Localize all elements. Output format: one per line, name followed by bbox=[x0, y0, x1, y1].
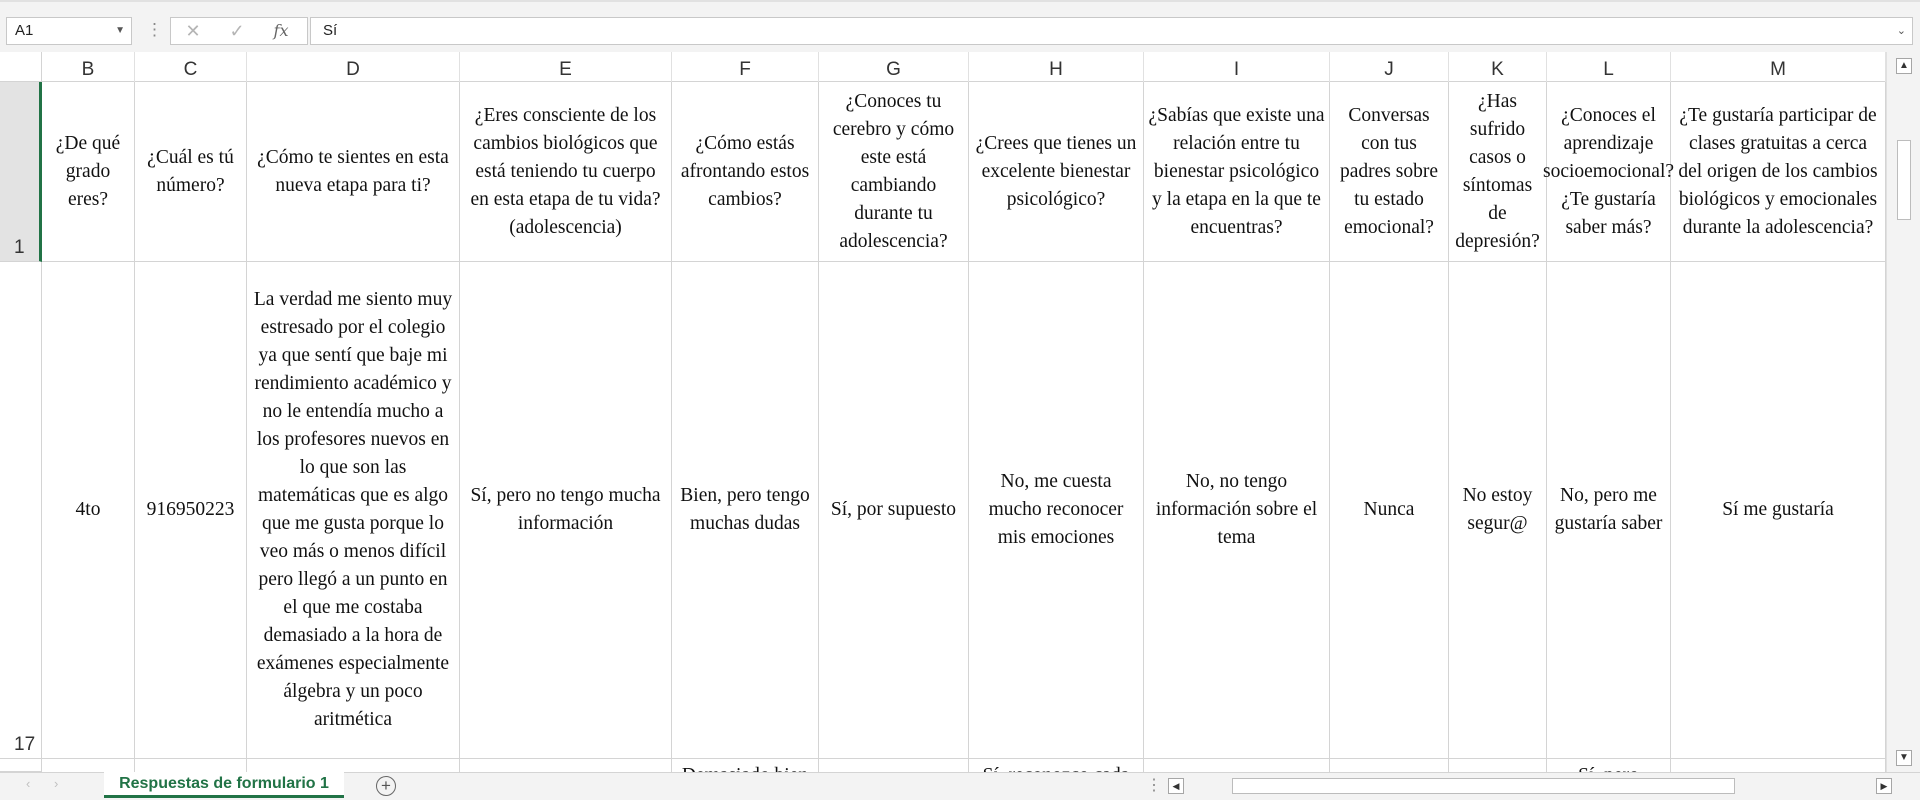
row-header-1[interactable] bbox=[0, 82, 42, 262]
cell-f17[interactable]: Bien, pero tengo muchas dudas bbox=[672, 262, 819, 759]
column-header-e[interactable]: E bbox=[460, 52, 672, 82]
cell-j1[interactable]: Conversas con tus padres sobre tu estado emocional? bbox=[1330, 82, 1449, 262]
cell-h17[interactable]: No, me cuesta mucho reconocer mis emociones bbox=[969, 262, 1144, 759]
tab-split-handle-icon[interactable]: ⋮ bbox=[1146, 777, 1162, 794]
select-all-corner[interactable] bbox=[0, 52, 42, 82]
prev-sheet-icon[interactable]: ‹ bbox=[26, 776, 31, 791]
cell-i17[interactable]: No, no tengo información sobre el tema bbox=[1144, 262, 1330, 759]
formula-bar-options-icon[interactable]: ⋮ bbox=[146, 20, 163, 39]
formula-actions bbox=[170, 17, 308, 45]
scroll-left-icon[interactable]: ◀ bbox=[1168, 778, 1184, 794]
column-header-l[interactable]: L bbox=[1547, 52, 1671, 82]
cell-l1[interactable]: ¿Conoces el aprendizaje socioemocional? ¿Te gustaría saber más? bbox=[1547, 82, 1671, 262]
sheet-tab-bar bbox=[0, 772, 1920, 800]
row-number: 1 bbox=[14, 237, 25, 258]
horizontal-scrollbar[interactable] bbox=[1166, 776, 1886, 796]
next-sheet-icon[interactable]: › bbox=[54, 776, 59, 791]
cell-d1[interactable]: ¿Cómo te sientes en esta nueva etapa para ti? bbox=[247, 82, 460, 262]
cell-m1[interactable]: ¿Te gustaría participar de clases gratuitas a cerca del origen de los cambios biológicos y emocionales durante la adolescencia? bbox=[1671, 82, 1886, 262]
vertical-scroll-thumb[interactable] bbox=[1897, 140, 1911, 220]
cell-c17[interactable]: 916950223 bbox=[135, 262, 247, 759]
cell-c1[interactable]: ¿Cuál es tú número? bbox=[135, 82, 247, 262]
column-header-f[interactable]: F bbox=[672, 52, 819, 82]
row-headers bbox=[0, 82, 42, 772]
cell-k17[interactable]: No estoy segur@ bbox=[1449, 262, 1547, 759]
scroll-down-icon[interactable]: ▼ bbox=[1896, 750, 1912, 766]
column-header-i[interactable]: I bbox=[1144, 52, 1330, 82]
cell-b1[interactable]: ¿De qué grado eres? bbox=[42, 82, 135, 262]
insert-function-icon[interactable]: fx bbox=[273, 21, 289, 40]
cell-f1[interactable]: ¿Cómo estás afrontando estos cambios? bbox=[672, 82, 819, 262]
row-number: 17 bbox=[14, 734, 36, 755]
row-header-17[interactable] bbox=[0, 262, 42, 759]
formula-bar bbox=[0, 0, 1920, 52]
cell-i1[interactable]: ¿Sabías que existe una relación entre tu bienestar psicológico y la etapa en la que te encuentras? bbox=[1144, 82, 1330, 262]
cell-grid bbox=[42, 82, 1886, 772]
cell-k1[interactable]: ¿Has sufrido casos o síntomas de depresión? bbox=[1449, 82, 1547, 262]
scroll-up-icon[interactable]: ▲ bbox=[1896, 58, 1912, 74]
column-header-d[interactable]: D bbox=[247, 52, 460, 82]
cell-d17[interactable]: La verdad me siento muy estresado por el colegio ya que sentí que baje mi rendimiento académico y no le entendía mucho a los profesores nuevos en lo que son las matemáticas que es algo que me gusta porque lo veo más o menos difícil pero llegó a un punto en el que me costaba demasiado a la hora de exámenes especialmente álgebra y un poco aritmética bbox=[247, 262, 460, 759]
column-header-m[interactable]: M bbox=[1671, 52, 1886, 82]
cancel-icon[interactable]: ✕ bbox=[185, 21, 201, 41]
cell-e17[interactable]: Sí, pero no tengo mucha información bbox=[460, 262, 672, 759]
name-box-dropdown-icon[interactable]: ▼ bbox=[115, 25, 125, 36]
column-header-c[interactable]: C bbox=[135, 52, 247, 82]
cell-h1[interactable]: ¿Crees que tienes un excelente bienestar psicológico? bbox=[969, 82, 1144, 262]
column-header-h[interactable]: H bbox=[969, 52, 1144, 82]
name-box-value: A1 bbox=[15, 22, 34, 39]
column-header-g[interactable]: G bbox=[819, 52, 969, 82]
formula-input[interactable] bbox=[310, 17, 1913, 45]
column-header-b[interactable]: B bbox=[42, 52, 135, 82]
add-sheet-icon[interactable]: + bbox=[376, 776, 396, 796]
column-header-j[interactable]: J bbox=[1330, 52, 1449, 82]
name-box[interactable] bbox=[6, 17, 132, 45]
cell-l17[interactable]: No, pero me gustaría saber bbox=[1547, 262, 1671, 759]
cell-e1[interactable]: ¿Eres consciente de los cambios biológicos que está teniendo tu cuerpo en esta etapa de tu vida? (adolescencia) bbox=[460, 82, 672, 262]
row-header-18[interactable] bbox=[0, 759, 42, 772]
formula-input-value: Sí bbox=[323, 22, 338, 39]
enter-icon[interactable]: ✓ bbox=[229, 21, 245, 41]
cell-b17[interactable]: 4to bbox=[42, 262, 135, 759]
cell-j17[interactable]: Nunca bbox=[1330, 262, 1449, 759]
cell-m17[interactable]: Sí me gustaría bbox=[1671, 262, 1886, 759]
cell-g17[interactable]: Sí, por supuesto bbox=[819, 262, 969, 759]
expand-formula-bar-icon[interactable]: ⌄ bbox=[1896, 25, 1906, 37]
sheet-tab-respuestas[interactable]: Respuestas de formulario 1 bbox=[104, 772, 344, 798]
cell-g1[interactable]: ¿Conoces tu cerebro y cómo este está cambiando durante tu adolescencia? bbox=[819, 82, 969, 262]
scroll-right-icon[interactable]: ▶ bbox=[1876, 778, 1892, 794]
column-headers bbox=[0, 52, 1886, 82]
vertical-scrollbar[interactable] bbox=[1886, 52, 1920, 772]
column-header-k[interactable]: K bbox=[1449, 52, 1547, 82]
horizontal-scroll-thumb[interactable] bbox=[1232, 778, 1735, 794]
